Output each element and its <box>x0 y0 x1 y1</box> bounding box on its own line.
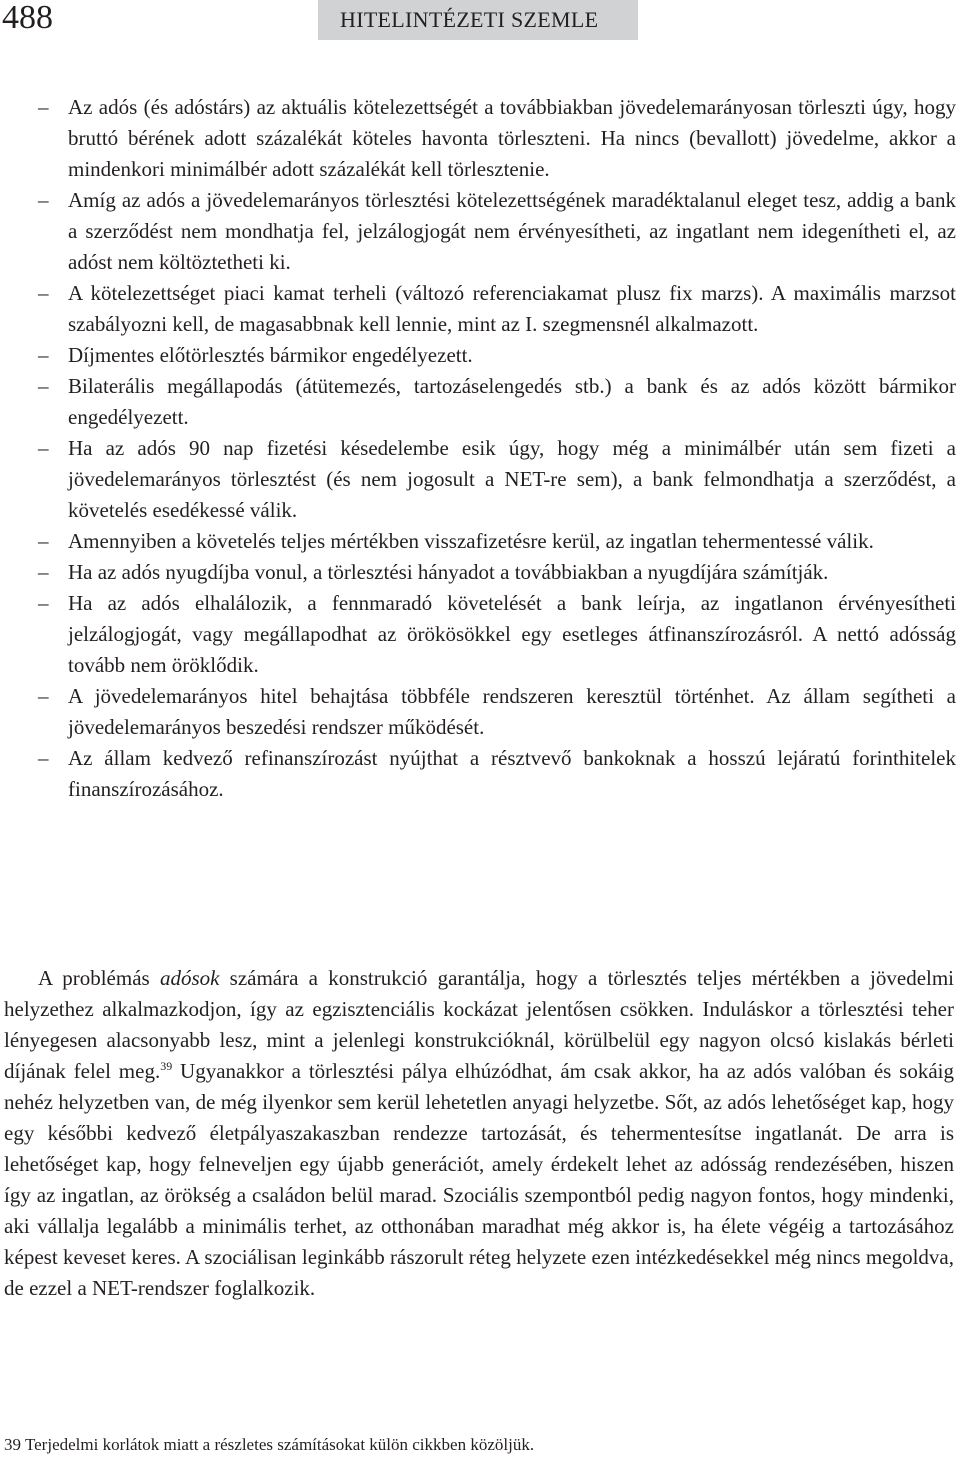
list-item-text: Az állam kedvező refinanszírozást nyújthat a résztvevő bankoknak a hosszú lejáratú forinthitelek finanszírozásához. <box>68 746 956 801</box>
list-item <box>38 371 956 433</box>
paragraph-italic-word: adósok <box>159 966 220 990</box>
body-paragraph <box>4 963 954 1304</box>
paragraph-text-part1: számára a konstrukció garantálja, hogy a törlesztés teljes mértékben a jövedelmi helyzethez alkalmazkodjon, így az egzisztenciális kockázat jelentősen csökken. Induláskor a törlesztési teher lényegesen alacsonyabb lesz, mint a jelenlegi konstrukcióknál, körülbelül egy nagyon olcsó kislakás bérleti díjának felel meg. <box>4 966 955 1083</box>
dash-marker: – <box>38 746 49 770</box>
dash-marker: – <box>38 591 49 615</box>
footnote <box>4 1434 534 1456</box>
dash-marker: – <box>38 374 49 398</box>
list-item <box>38 340 956 371</box>
list-item-text: Amíg az adós a jövedelemarányos törlesztési kötelezettségének maradéktalanul eleget tesz, addig a bank a szerződést nem mondhatja fel, jelzálogjogát nem érvényesítheti, az ingatlant nem idegenítheti el, az adóst nem költöztetheti ki. <box>68 188 956 274</box>
bullet-list <box>38 92 956 805</box>
list-item-text: Ha az adós nyugdíjba vonul, a törlesztési hányadot a továbbiakban a nyugdíjára számítják. <box>68 560 829 584</box>
paragraph-lead: A problémás <box>38 966 160 990</box>
list-item-text: Az adós (és adóstárs) az aktuális kötelezettségét a továbbiakban jövedelemarányosan törleszti úgy, hogy bruttó bérének adott százalékát köteles havonta törleszteni. Ha nincs (bevallott) jövedelme, akkor a mindenkori minimálbér adott százalékát kell törlesztenie. <box>68 95 956 181</box>
dash-marker: – <box>38 95 49 119</box>
list-item-text: A kötelezettséget piaci kamat terheli (változó referenciakamat plusz fix marzs). A maximális marzsot szabályozni kell, de magasabbnak kell lennie, mint az I. szegmensnél alkalmazott. <box>68 281 956 336</box>
dash-marker: – <box>38 281 49 305</box>
dash-marker: – <box>38 560 49 584</box>
list-item <box>38 557 956 588</box>
dash-marker: – <box>38 684 49 708</box>
list-item-text: Amennyiben a követelés teljes mértékben visszafizetésre kerül, az ingatlan tehermentessé válik. <box>68 529 874 553</box>
list-item-text: Bilaterális megállapodás (átütemezés, tartozáselengedés stb.) a bank és az adós között bármikor engedélyezett. <box>68 374 956 429</box>
list-item-text: Ha az adós 90 nap fizetési késedelembe esik úgy, hogy még a minimálbér után sem fizeti a jövedelemarányos törlesztést (és nem jogosult a NET-re sem), a bank felmondhatja a szerződést, a követelés esedékessé válik. <box>68 436 956 522</box>
dash-marker: – <box>38 343 49 367</box>
list-item <box>38 681 956 743</box>
footnote-text: Terjedelmi korlátok miatt a részletes számításokat külön cikkben közöljük. <box>21 1435 535 1454</box>
list-item-text: Díjmentes előtörlesztés bármikor engedélyezett. <box>68 343 473 367</box>
dash-marker: – <box>38 529 49 553</box>
paragraph-text-part2: Ugyanakkor a törlesztési pálya elhúzódhat, ám csak akkor, ha az adós valóban és sokáig nehéz helyzetben van, de még ilyenkor sem kerül lehetetlen anyagi helyzetbe. Sőt, az adós lehetőséget kap, hogy egy későbbi kedvező életpályaszakaszban rendezze tartozását, és tehermentesítse ingatlanát. De arra is lehetőséget kap, hogy felneveljen egy újabb generációt, amely érdekelt lehet az adósság rendezésében, hiszen így az ingatlan, az örökség a családon belül marad. Szociális szempontból pedig nagyon fontos, hogy mindenki, aki vállalja legalább a minimális terhet, az otthonában maradhat még akkor is, ha élete végéig a tartozásához képest keveset keres. A szociálisan leginkább rászorult réteg helyzete ezen intézkedésekkel még nincs megoldva, de ezzel a NET-rendszer foglalkozik. <box>4 1059 954 1300</box>
list-item <box>38 588 956 681</box>
dash-marker: – <box>38 188 49 212</box>
page-number: 488 <box>2 0 53 36</box>
list-item <box>38 433 956 526</box>
footnote-number: 39 <box>4 1435 21 1454</box>
list-item-text: A jövedelemarányos hitel behajtása többféle rendszeren keresztül történhet. Az állam segítheti a jövedelemarányos beszedési rendszer működését. <box>68 684 956 739</box>
list-item <box>38 743 956 805</box>
list-item <box>38 185 956 278</box>
list-item <box>38 92 956 185</box>
list-item-text: Ha az adós elhalálozik, a fennmaradó követelését a bank leírja, az ingatlanon érvényesítheti jelzálogjogát, vagy megállapodhat az örökösökkel egy esetleges átfinanszírozásról. A nettó adósság tovább nem öröklődik. <box>68 591 956 677</box>
list-item <box>38 526 956 557</box>
dash-marker: – <box>38 436 49 460</box>
list-item <box>38 278 956 340</box>
footnote-reference[interactable]: 39 <box>160 1059 173 1073</box>
journal-title: HITELINTÉZETI SZEMLE <box>340 7 599 32</box>
